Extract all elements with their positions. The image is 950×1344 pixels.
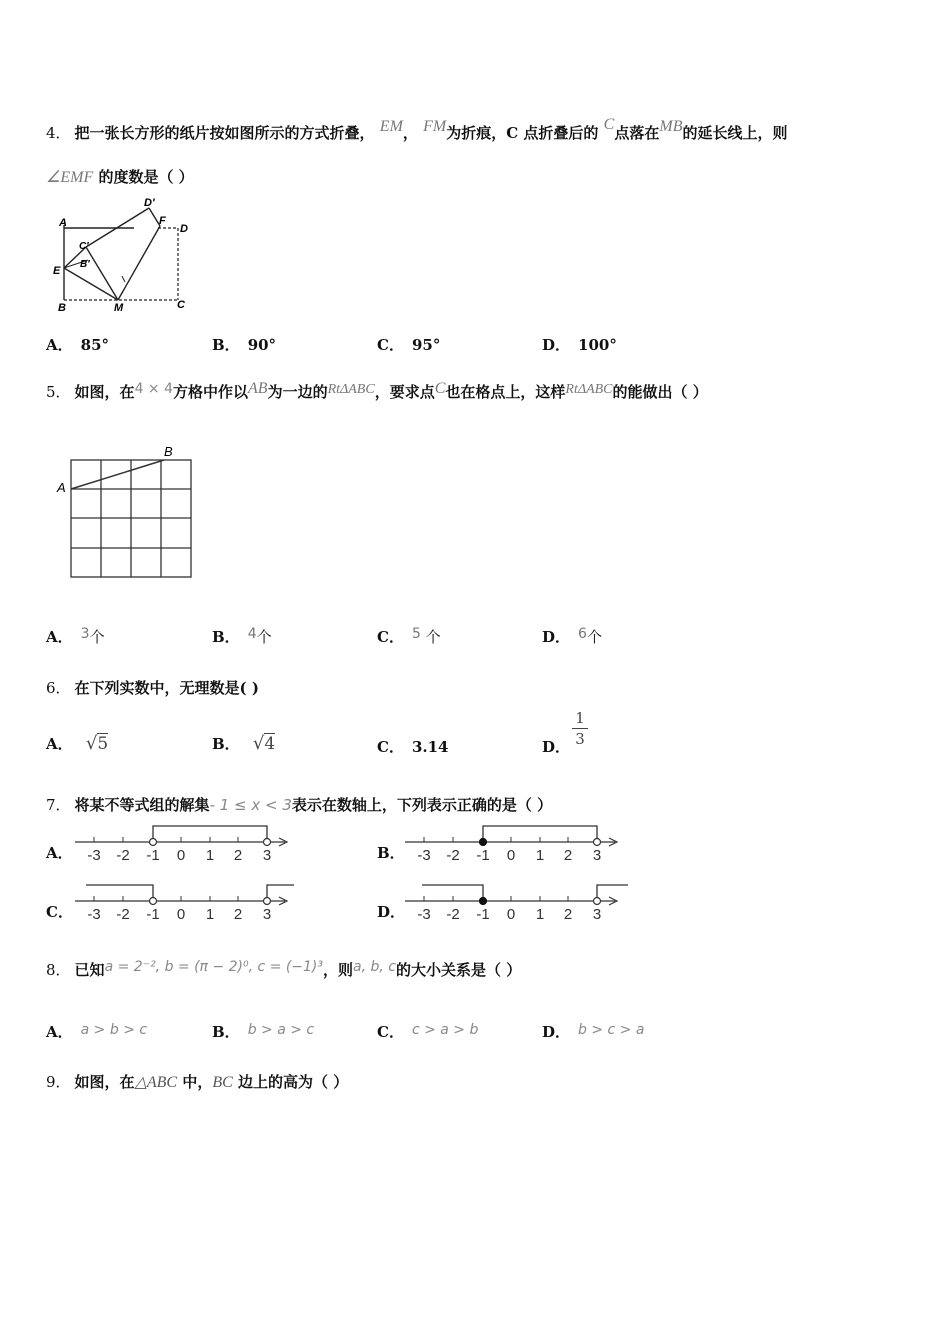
q4-text-1: 把一张长方形的纸片按如图所示的方式折叠， xyxy=(74,124,375,142)
q4-sep: ， xyxy=(402,124,418,142)
fig-line xyxy=(118,226,160,300)
svg-text:2: 2 xyxy=(233,906,243,923)
fig-line xyxy=(86,247,118,300)
q4-text-4: 的延长线上，则 xyxy=(682,124,788,142)
q7-option-d-label[interactable]: D． xyxy=(377,903,406,921)
q8-option-d[interactable]: D． b > c > a xyxy=(542,1022,645,1041)
svg-text:0: 0 xyxy=(506,906,516,923)
open-point-icon xyxy=(150,898,157,905)
q6-d-fraction xyxy=(572,709,588,749)
q5-number: 5． xyxy=(46,383,71,401)
svg-text:3: 3 xyxy=(262,847,272,864)
svg-text:3: 3 xyxy=(592,847,602,864)
closed-point-icon xyxy=(480,839,487,846)
fraction-denominator: 3 xyxy=(575,730,585,748)
fig-label-f: F xyxy=(159,215,166,227)
q6-option-a[interactable]: A． √5 xyxy=(46,733,109,754)
q5-option-c[interactable]: C． 5 个 xyxy=(377,626,441,646)
q5-ab: AB xyxy=(248,380,268,397)
svg-text:0: 0 xyxy=(176,847,186,864)
q7-inequality: - 1 ≤ x < 3 xyxy=(209,796,292,814)
svg-text:-2: -2 xyxy=(446,847,460,864)
fig-label-c: C xyxy=(177,299,185,311)
svg-text:-3: -3 xyxy=(417,847,431,864)
q5-rt: RtΔABC xyxy=(327,382,375,397)
q4-stem-line1 xyxy=(46,116,787,143)
fig-label-d-prime: D′ xyxy=(144,197,155,209)
fraction-numerator: 1 xyxy=(572,709,588,729)
q7-numberline-a[interactable] xyxy=(70,820,300,870)
svg-text:-3: -3 xyxy=(87,906,101,923)
q5-stem: 5． 如图，在4 × 4方格中作以AB为一边的RtΔABC，要求点C也在格点上，这样RtΔABC的能做出（ ） xyxy=(46,380,708,401)
svg-text:-3: -3 xyxy=(417,906,431,923)
q7-stem: 7． 将某不等式组的解集- 1 ≤ x < 3表示在数轴上，下列表示正确的是（ ） xyxy=(46,796,553,814)
q8-abc: a, b, c xyxy=(353,959,396,975)
q4-option-a[interactable]: A． 85° xyxy=(46,336,110,354)
q6-stem: 6． 在下列实数中，无理数是( ) xyxy=(46,679,259,697)
q4-c: C xyxy=(603,116,615,133)
q4-figure xyxy=(46,190,206,315)
fig-label-e: E xyxy=(53,265,61,277)
q9-stem: 9． 如图，在△ABC 中，BC 边上的高为（ ） xyxy=(46,1073,349,1091)
svg-text:-1: -1 xyxy=(146,847,160,864)
q7-numberline-b[interactable] xyxy=(400,820,630,870)
fig-line xyxy=(122,276,125,282)
q8-option-b[interactable]: B． b > a > c xyxy=(212,1022,315,1041)
q6-option-b[interactable]: B． √4 xyxy=(212,733,276,754)
q6-a-radicand: 5 xyxy=(97,734,109,754)
svg-text:2: 2 xyxy=(563,847,573,864)
open-point-icon xyxy=(594,839,601,846)
q5-c: C xyxy=(434,380,446,397)
closed-point-icon xyxy=(480,898,487,905)
svg-text:1: 1 xyxy=(535,906,545,923)
q4-option-d[interactable]: D． 100° xyxy=(542,336,617,354)
svg-text:-1: -1 xyxy=(476,847,490,864)
svg-text:3: 3 xyxy=(262,906,272,923)
fig-label-m: M xyxy=(114,302,124,314)
svg-text:1: 1 xyxy=(205,847,215,864)
q4-em: EM xyxy=(379,118,403,135)
open-point-icon xyxy=(264,839,271,846)
q4-number: 4． xyxy=(46,124,71,142)
svg-text:-1: -1 xyxy=(476,906,490,923)
svg-text:2: 2 xyxy=(233,847,243,864)
q8-option-c[interactable]: C． c > a > b xyxy=(377,1022,479,1041)
svg-text:0: 0 xyxy=(176,906,186,923)
q7-option-b-label[interactable]: B． xyxy=(377,844,405,862)
fig-label-c-prime: C′ xyxy=(79,241,89,252)
open-point-icon xyxy=(264,898,271,905)
grid-label-b: B xyxy=(164,444,173,459)
svg-text:2: 2 xyxy=(563,906,573,923)
fig-label-a: A xyxy=(59,217,67,229)
grid-label-a: A xyxy=(57,480,66,495)
q7-number: 7． xyxy=(46,796,71,814)
q7-numberline-d[interactable] xyxy=(400,879,632,929)
q4-angle: ∠EMF xyxy=(46,169,94,186)
fig-label-b: B xyxy=(58,302,66,314)
q8-stem: 8． 已知a = 2⁻², b = (π − 2)⁰, c = (−1)³，则a, b, c的大小关系是（ ） xyxy=(46,959,522,979)
q4-text-3: 点落在 xyxy=(614,124,660,142)
fig-label-d: D xyxy=(180,223,188,235)
svg-text:-1: -1 xyxy=(146,906,160,923)
svg-text:1: 1 xyxy=(535,847,545,864)
q7-numberline-c[interactable] xyxy=(70,879,300,929)
segment-ab xyxy=(71,460,164,489)
q9-bc: BC xyxy=(212,1074,233,1091)
q6-option-d[interactable]: D． xyxy=(542,738,571,756)
fig-line xyxy=(64,268,118,300)
open-point-icon xyxy=(150,839,157,846)
svg-text:0: 0 xyxy=(506,847,516,864)
q5-option-b[interactable]: B． 4个 xyxy=(212,626,272,646)
sqrt-sign-icon: √ xyxy=(252,733,265,754)
q5-option-d[interactable]: D． 6个 xyxy=(542,626,602,646)
q5-option-a[interactable]: A． 3个 xyxy=(46,626,105,646)
q6-b-radicand: 4 xyxy=(264,734,276,754)
fig-label-b-prime: B′ xyxy=(80,259,90,270)
q8-number: 8． xyxy=(46,961,71,979)
open-point-icon xyxy=(594,898,601,905)
q6-number: 6． xyxy=(46,679,71,697)
q4-text-2: 为折痕，C 点折叠后的 xyxy=(446,124,599,142)
svg-text:-2: -2 xyxy=(116,906,130,923)
q9-triangle: △ABC xyxy=(134,1074,178,1091)
svg-text:3: 3 xyxy=(592,906,602,923)
q4-mb: MB xyxy=(659,118,683,135)
q8-expression: a = 2⁻², b = (π − 2)⁰, c = (−1)³ xyxy=(104,959,324,975)
svg-text:1: 1 xyxy=(205,906,215,923)
q8-option-a[interactable]: A． a > b > c xyxy=(46,1022,148,1041)
q4-option-c[interactable]: C． 95° xyxy=(377,336,441,354)
q7-option-a-label[interactable]: A． xyxy=(46,844,73,862)
q4-option-b[interactable]: B． 90° xyxy=(212,336,277,354)
q4-stem-line2 xyxy=(46,166,194,187)
q4-text-5: 的度数是（ ） xyxy=(98,168,194,186)
q7-option-c-label[interactable]: C． xyxy=(46,903,73,921)
q5-rt2: RtΔABC xyxy=(565,382,613,397)
q6-option-c[interactable]: C． 3.14 xyxy=(377,738,449,756)
q5-grid-figure xyxy=(52,440,202,585)
q9-number: 9． xyxy=(46,1073,71,1091)
q4-fm: FM xyxy=(423,118,447,135)
q5-grid-size: 4 × 4 xyxy=(134,381,174,397)
svg-text:-2: -2 xyxy=(116,847,130,864)
svg-text:-3: -3 xyxy=(87,847,101,864)
svg-text:-2: -2 xyxy=(446,906,460,923)
sqrt-sign-icon: √ xyxy=(85,733,98,754)
